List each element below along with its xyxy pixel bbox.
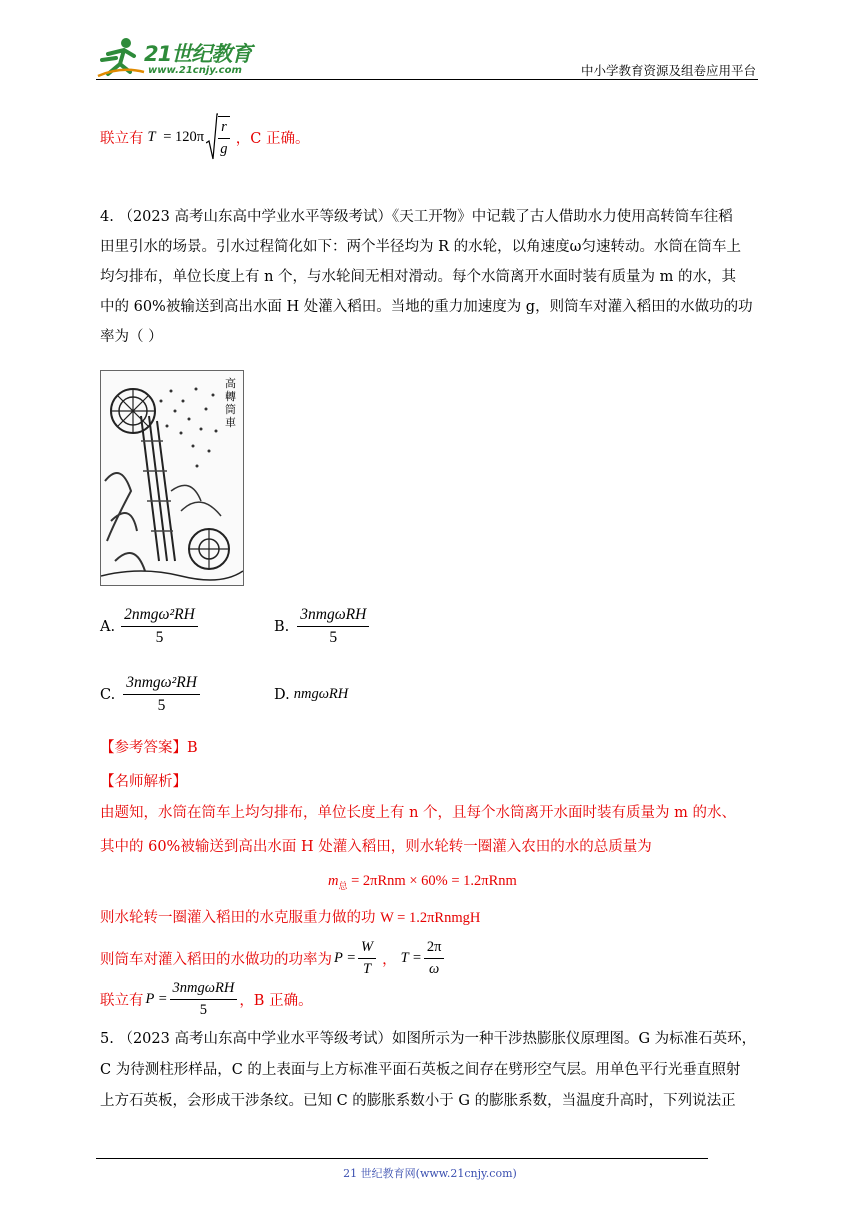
- analysis-body: 由题知，水筒在筒车上均匀排布，单位长度上有 n 个，且每个水筒离开水面时装有质量为 m 的水、 其中的 60%被输送到高出水面 H 处灌入稻田，则水轮转一圈灌入农田的水的总质量为: [100, 805, 737, 855]
- waterwheel-illustration: [100, 370, 244, 586]
- mass-equation: $m_总 = 2\pi Rnm \times 60\% = 1.2\pi Rnm$: [328, 873, 517, 891]
- header-rule: [96, 79, 758, 80]
- question-4-text: 4. （2023 高考山东高中学业水平等级考试）《天工开物》中记载了古人借助水力使用高转筒车往稻 田里引水的场景。引水过程简化如下：两个半径均为 R 的水轮，以角速度ω匀速转动。水筒在筒车上 均匀排布，单位长度上有 n 个，与水轮间无相对滑动。每个水筒离开水面时装有质量为 m 的水，其 中的 60%被输送到高出水面 H 处灌入稻田。当地的重力加速度为 g，则筒车对灌入稻田的水做功的功 率为（ ）: [100, 209, 753, 345]
- figure-caption: 高轉筒車: [225, 377, 236, 429]
- waterwheel-drawing-icon: [101, 371, 243, 585]
- question-5-text: 5. （2023 高考山东高中学业水平等级考试）如图所示为一种干涉热膨胀仪原理图。G 为标准石英环， C 为待测柱形样品，C 的上表面与上方标准平面石英板之间存在劈形空气层。用单色平行光垂直照射 上方石英板，会形成干涉条纹。已知 C 的膨胀系数小于 G 的膨胀系数，当温度升高时，下列说法正: [100, 1031, 757, 1109]
- option-c[interactable]: C. $\frac{\text{3nmgω²RH}}{5}$: [100, 674, 202, 715]
- sqrt-sign-icon: [206, 113, 218, 161]
- sqrt-expression: $\frac{r}{g}$: [206, 113, 232, 161]
- option-d[interactable]: D. nmgωRH: [274, 686, 349, 703]
- footer-rule: [96, 1158, 708, 1159]
- header-logo[interactable]: [96, 36, 266, 80]
- option-b[interactable]: B. $\frac{\text{3nmgωRH}}{5}$: [274, 606, 371, 647]
- logo-url: www.21cnjy.com: [148, 65, 242, 76]
- power-line: 则筒车对灌入稻田的水做功的功率为 P = $\frac{W}{T}$ ， T = $\frac{2\pi}{\omega}$: [100, 934, 446, 982]
- work-line: 则水轮转一圈灌入稻田的水克服重力做的功 W = 1.2πRnmgH: [100, 910, 481, 926]
- analysis-title: 【名师解析】: [100, 774, 187, 790]
- reference-answer: 【参考答案】B: [100, 740, 198, 756]
- prev-conclusion: 联立有 T = 120π $\frac{r}{g}$ ，C 正确。: [100, 112, 309, 162]
- runner-logo-icon: [96, 36, 146, 80]
- footer-text[interactable]: 21 世纪教育网(www.21cnjy.com): [343, 1167, 517, 1180]
- option-a[interactable]: A. $\frac{\text{2nmgω²RH}}{5}$: [100, 606, 200, 647]
- conclusion-line: 联立有 P = $\frac{\text{3nmgωRH}}{5}$ ，B 正确。: [100, 979, 313, 1018]
- logo-title: 21世纪教育: [144, 42, 252, 66]
- platform-name: 中小学教育资源及组卷应用平台: [580, 63, 756, 78]
